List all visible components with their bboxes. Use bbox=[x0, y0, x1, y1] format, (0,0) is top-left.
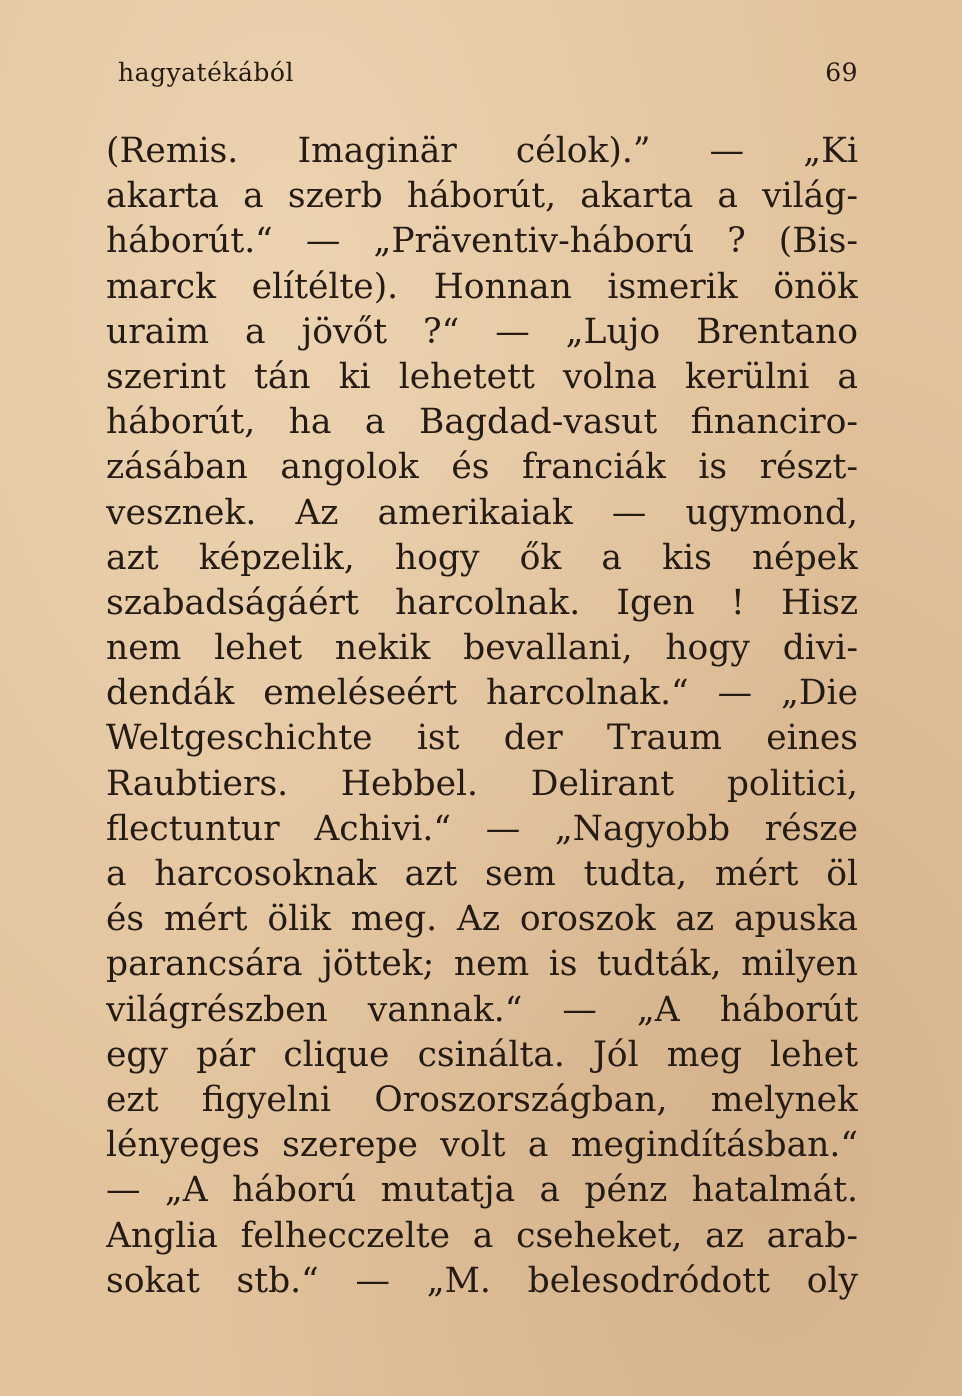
running-head-title: hagyatékából bbox=[118, 58, 294, 87]
text-line: világrészben vannak.“ — „A háborút bbox=[106, 989, 858, 1030]
text-line: sokat stb.“ — „M. belesodródott oly bbox=[106, 1260, 858, 1301]
text-line: azt képzelik, hogy ők a kis népek bbox=[106, 537, 858, 578]
text-line: ezt figyelni Oroszországban, melynek bbox=[106, 1079, 858, 1120]
text-line: szabadságáért harcolnak. Igen ! Hisz bbox=[106, 582, 858, 623]
text-line: dendák emeléseért harcolnak.“ — „Die bbox=[106, 673, 858, 714]
text-line: nem lehet nekik bevallani, hogy divi- bbox=[106, 628, 858, 669]
text-line: a harcosoknak azt sem tudta, mért öl bbox=[106, 854, 858, 894]
text-line: flectuntur Achivi.“ — „Nagyobb része bbox=[106, 808, 858, 849]
text-line: akarta a szerb háborút, akarta a világ- bbox=[106, 176, 858, 217]
text-line: (Remis. Imaginär célok).” — „Ki bbox=[106, 131, 858, 171]
text-line: Raubtiers. Hebbel. Delirant politici, bbox=[106, 763, 858, 804]
text-line: zásában angolok és franciák is részt- bbox=[106, 447, 858, 488]
text-line: lényeges szerepe volt a megindításban.“ bbox=[106, 1125, 858, 1166]
text-line: vesznek. Az amerikaiak — ugymond, bbox=[106, 492, 858, 533]
text-line: — „A háború mutatja a pénz hatalmát. bbox=[106, 1170, 858, 1211]
text-line: és mért ölik meg. Az oroszok az apuska bbox=[106, 899, 858, 940]
text-line: Weltgeschichte ist der Traum eines bbox=[106, 718, 858, 759]
text-line: uraim a jövőt ?“ — „Lujo Brentano bbox=[106, 311, 858, 352]
text-line: szerint tán ki lehetett volna kerülni a bbox=[106, 356, 858, 397]
text-line: háborút, ha a Bagdad-vasut financiro- bbox=[106, 402, 858, 443]
running-head bbox=[118, 58, 858, 94]
text-line: Anglia felhecczelte a cseheket, az arab- bbox=[106, 1215, 858, 1256]
page-number: 69 bbox=[825, 58, 858, 87]
text-line: egy pár clique csinálta. Jól meg lehet bbox=[106, 1034, 858, 1075]
text-line: parancsára jöttek; nem is tudták, milyen bbox=[106, 944, 858, 985]
text-line: háborút.“ — „Präventiv-háború ? (Bis- bbox=[106, 221, 858, 262]
text-line: marck elítélte). Honnan ismerik önök bbox=[106, 266, 858, 307]
body-text bbox=[106, 129, 858, 1304]
